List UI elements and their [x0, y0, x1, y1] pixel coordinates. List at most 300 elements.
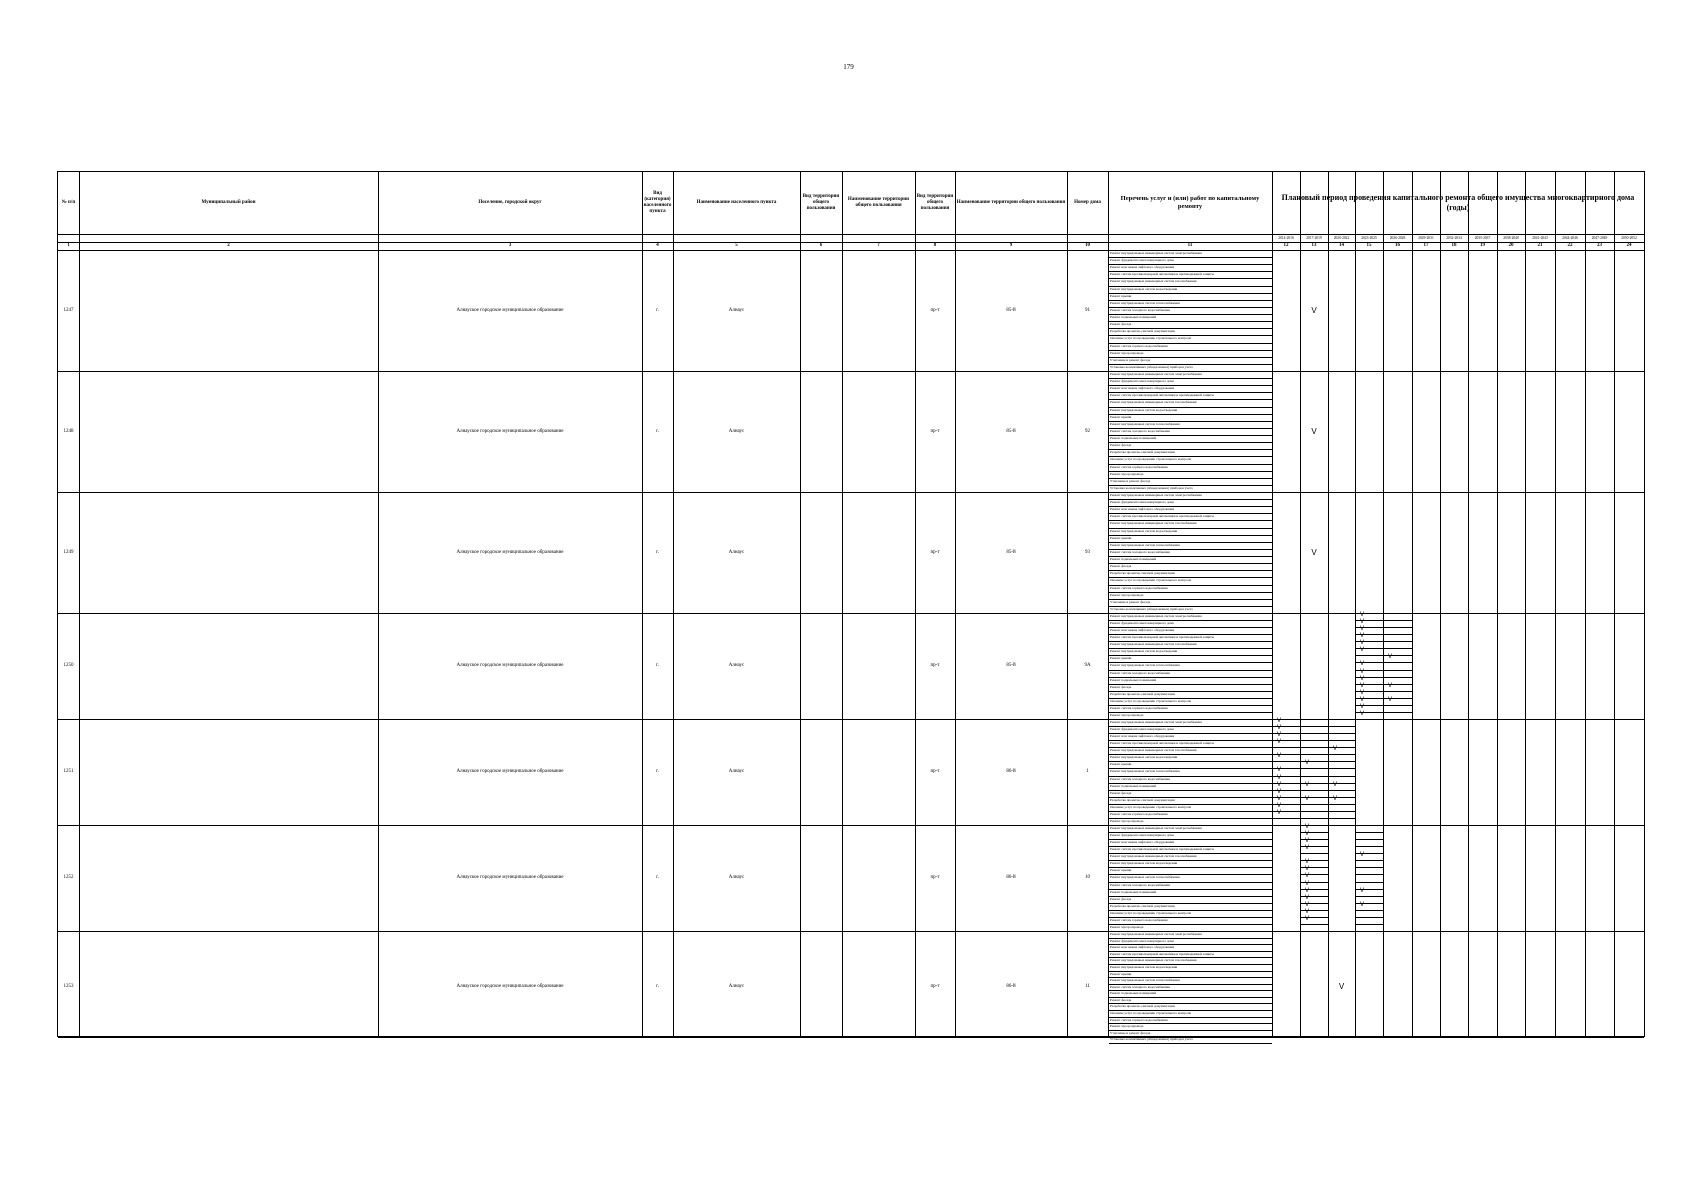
plan-mark: V	[1359, 887, 1364, 894]
plan-mark: V	[1311, 305, 1317, 315]
mark-grid-line	[1355, 832, 1383, 833]
capital-repair-table	[57, 171, 1645, 1042]
plan-mark: V	[1359, 619, 1364, 626]
column-number: 10	[1085, 243, 1090, 248]
plan-mark: V	[1332, 746, 1337, 753]
plan-mark: V	[1304, 859, 1309, 866]
column-number: 20	[1508, 243, 1514, 248]
header-street-type-2: Вид территории общего пользования	[916, 194, 954, 211]
row-settlement: Алнауское городское муниципальное образование	[456, 663, 564, 668]
work-item: Ремонт систем противопожарной автоматики и противодымной защиты	[1109, 392, 1272, 400]
mark-grid-line	[1300, 853, 1328, 854]
plan-mark: V	[1304, 781, 1309, 788]
mark-grid-line	[1355, 655, 1383, 656]
work-item: Ремонт фасада	[1109, 442, 1272, 450]
row-locality-type: г.	[656, 875, 659, 880]
mark-grid-line	[1383, 705, 1412, 706]
mark-grid-line	[1355, 719, 1383, 720]
column-number: 23	[1597, 243, 1602, 248]
work-item: Разработка проектно-сметной документации	[1109, 1003, 1272, 1011]
work-item: Ремонт крыши	[1109, 761, 1272, 769]
work-item: Ремонт внутридомовых инженерных систем электроснабжения	[1109, 719, 1272, 727]
work-item: Ремонт фасада	[1109, 790, 1272, 798]
work-item: Ремонт подвальных помещений	[1109, 990, 1272, 998]
plan-mark: V	[1276, 795, 1281, 802]
mark-grid-line	[1383, 641, 1412, 642]
work-item: Ремонт мусоропровода	[1109, 712, 1272, 720]
header-num: № п/п	[61, 200, 76, 205]
plan-mark: V	[1332, 781, 1337, 788]
header-street-name: Наименование территории общего пользования	[847, 197, 910, 208]
plan-mark: V	[1359, 710, 1364, 717]
work-item: Ремонт крыши	[1109, 971, 1272, 979]
header-district: Муниципальный район	[201, 200, 256, 205]
mark-grid-line	[1300, 740, 1328, 741]
period-label: 2035-2037	[1474, 235, 1491, 240]
row-number: 1250	[63, 663, 74, 668]
work-item: Ремонт внутридомовых систем теплоснабжения	[1109, 977, 1272, 985]
work-item: Ремонт систем противопожарной автоматики и противодымной защиты	[1109, 740, 1272, 748]
work-item: Оказание услуг по проведению строительного контроля	[1109, 910, 1272, 918]
mark-grid-line	[1300, 931, 1328, 932]
plan-mark: V	[1304, 887, 1309, 894]
mark-grid-line	[1383, 670, 1412, 671]
work-item: Ремонт крыши	[1109, 655, 1272, 663]
mark-grid-line	[1383, 627, 1412, 628]
plan-mark: V	[1304, 915, 1309, 922]
plan-mark: V	[1359, 626, 1364, 633]
row-number: 1253	[63, 984, 74, 989]
row-locality: Алнаус	[728, 769, 745, 774]
row-locality: Алнаус	[728, 549, 745, 555]
work-item: Ремонт внутридомовых инженерных систем газоснабжения	[1109, 747, 1272, 755]
column-number: 5	[735, 243, 738, 248]
mark-grid-line	[1328, 825, 1355, 826]
header-locality: Наименование населенного пункта	[696, 200, 777, 205]
work-item: Ремонт систем горячего водоснабжения	[1109, 917, 1272, 925]
work-item: Ремонт систем холодного водоснабжения	[1109, 670, 1272, 678]
plan-mark: V	[1387, 654, 1392, 661]
mark-grid-line	[1383, 712, 1412, 713]
mark-grid-line	[1383, 662, 1412, 663]
column-divider	[1272, 172, 1273, 1036]
work-item: Ремонт внутридомовых инженерных систем газоснабжения	[1109, 853, 1272, 861]
row-street-type: пр-т	[930, 549, 940, 555]
column-divider	[1525, 172, 1526, 1036]
work-item: Ремонт систем противопожарной автоматики и противодымной защиты	[1109, 634, 1272, 642]
work-item: Ремонт внутридомовых систем теплоснабжения	[1109, 542, 1272, 550]
mark-grid-line	[1355, 867, 1383, 868]
header-divider	[58, 250, 1644, 251]
mark-grid-line	[1300, 804, 1328, 805]
work-item: Разработка проектно-сметной документации	[1109, 449, 1272, 457]
mark-grid-line	[1355, 825, 1383, 826]
mark-grid-line	[1355, 924, 1383, 925]
row-street-type: пр-т	[930, 769, 940, 774]
work-item: Ремонт систем холодного водоснабжения	[1109, 984, 1272, 992]
row-house-number: 9А	[1084, 663, 1091, 668]
work-item: Ремонт систем горячего водоснабжения	[1109, 343, 1272, 351]
row-locality: Алнаус	[728, 307, 745, 313]
header-street-name-2: Наименование территории общего пользования	[956, 200, 1066, 205]
column-divider	[1412, 172, 1413, 1036]
work-item: Ремонт систем противопожарной автоматики и противодымной защиты	[1109, 513, 1272, 521]
column-number: 18	[1451, 243, 1457, 248]
work-item: Разработка проектно-сметной документации	[1109, 797, 1272, 805]
period-label: 2020-2022	[1333, 235, 1350, 240]
row-settlement: Алнауское городское муниципальное образование	[456, 984, 564, 989]
row-settlement: Алнауское городское муниципальное образование	[456, 307, 564, 313]
mark-grid-line	[1328, 804, 1355, 805]
plan-mark: V	[1304, 845, 1309, 852]
plan-mark: V	[1304, 873, 1309, 880]
column-number: 11	[1187, 243, 1193, 248]
work-item: Ремонт систем противопожарной автоматики и противодымной защиты	[1109, 271, 1272, 279]
column-number: 24	[1626, 243, 1632, 248]
header-settlement: Поселение, городской округ	[478, 200, 542, 205]
work-item: Оказание услуг по проведению строительного контроля	[1109, 698, 1272, 706]
row-street-name: 85-й	[1006, 663, 1016, 668]
mark-grid-line	[1383, 648, 1412, 649]
plan-mark: V	[1304, 901, 1309, 908]
column-number: 9	[1009, 243, 1013, 248]
row-house-number: 91	[1085, 307, 1090, 313]
row-street-type: пр-т	[930, 875, 940, 880]
plan-mark: V	[1276, 725, 1281, 732]
mark-grid-line	[1328, 740, 1355, 741]
work-item: Ремонт систем холодного водоснабжения	[1109, 882, 1272, 890]
work-item: Ремонт систем противопожарной автоматики и противодымной защиты	[1109, 846, 1272, 854]
row-street-type: пр-т	[930, 428, 940, 434]
work-item: Ремонт внутридомовых систем водоотведения	[1109, 407, 1272, 415]
column-divider	[1383, 172, 1384, 1036]
period-label: 2038-2040	[1503, 235, 1519, 240]
row-street-name: 86-й	[1006, 769, 1016, 774]
row-street-type: пр-т	[930, 984, 940, 989]
period-label: 2044-2046	[1562, 235, 1578, 240]
work-item: Ремонт подвальных помещений	[1109, 677, 1272, 685]
row-locality: Алнаус	[728, 875, 745, 880]
work-item: Ремонт внутридомовых инженерных систем электроснабжения	[1109, 825, 1272, 833]
work-item: Ремонт мусоропровода	[1109, 350, 1272, 358]
work-item: Ремонт фундамента многоквартирного дома	[1109, 832, 1272, 840]
row-house-number: 93	[1085, 549, 1090, 555]
plan-mark: V	[1276, 753, 1281, 760]
work-item: Ремонт внутридомовых инженерных систем газоснабжения	[1109, 399, 1272, 407]
page-number: 179	[843, 63, 854, 71]
plan-mark: V	[1359, 647, 1364, 654]
row-locality-type: г.	[656, 663, 659, 668]
plan-mark: V	[1276, 781, 1281, 788]
row-settlement: Алнауское городское муниципальное образование	[456, 875, 564, 880]
period-label: 2032-2034	[1446, 235, 1462, 240]
work-item: Разработка проектно-сметной документации	[1109, 328, 1272, 336]
mark-grid-line	[1300, 776, 1328, 777]
column-number: 14	[1339, 243, 1344, 248]
plan-mark: V	[1304, 894, 1309, 901]
mark-grid-line	[1355, 917, 1383, 918]
work-item: Ремонт систем горячего водоснабжения	[1109, 705, 1272, 713]
row-number: 1247	[63, 307, 74, 313]
column-number: 19	[1480, 243, 1485, 248]
plan-mark: V	[1276, 809, 1281, 816]
row-divider	[58, 825, 1644, 826]
work-item: Установка коллективных (общедомовых) приборов учета	[1109, 485, 1272, 493]
work-item: Ремонт внутридомовых систем водоотведения	[1109, 964, 1272, 972]
plan-mark: V	[1332, 795, 1337, 802]
plan-mark: V	[1304, 908, 1309, 915]
work-item: Ремонт фундамента многоквартирного дома	[1109, 620, 1272, 628]
row-house-number: 11	[1085, 984, 1090, 989]
plan-mark: V	[1387, 682, 1392, 689]
work-item: Оказание услуг по проведению строительного контроля	[1109, 804, 1272, 812]
mark-grid-line	[1383, 719, 1412, 720]
mark-grid-line	[1328, 790, 1355, 791]
work-item: Ремонт подвальных помещений	[1109, 435, 1272, 443]
work-item: Ремонт внутридомовых инженерных систем газоснабжения	[1109, 520, 1272, 528]
plan-mark: V	[1304, 760, 1309, 767]
work-item: Разработка проектно-сметной документации	[1109, 570, 1272, 578]
period-label: 2050-2052	[1621, 235, 1637, 240]
column-number: 8	[933, 243, 937, 248]
row-street-type: пр-т	[930, 307, 940, 313]
work-item: Ремонт внутридомовых инженерных систем электроснабжения	[1109, 250, 1272, 258]
row-settlement: Алнауское городское муниципальное образование	[456, 769, 564, 774]
period-label: 2029-2031	[1418, 235, 1434, 240]
mark-grid-line	[1300, 924, 1328, 925]
plan-mark: V	[1304, 824, 1309, 830]
row-street-name: 85-й	[1006, 307, 1016, 313]
mark-grid-line	[1355, 839, 1383, 840]
mark-grid-line	[1383, 691, 1412, 692]
mark-grid-line	[1300, 768, 1328, 769]
work-item: Ремонт систем горячего водоснабжения	[1109, 464, 1272, 472]
column-number: 1	[67, 243, 70, 248]
plan-mark: V	[1359, 675, 1364, 682]
header-locality-type: Вид (категория) населенного пункта	[643, 191, 672, 214]
column-number: 4	[656, 243, 659, 248]
plan-mark: V	[1276, 739, 1281, 746]
plan-mark: V	[1359, 612, 1364, 618]
work-item: Ремонт систем холодного водоснабжения	[1109, 776, 1272, 784]
mark-grid-line	[1272, 818, 1300, 819]
column-number: 2	[227, 243, 230, 248]
row-street-name: 85-й	[1006, 549, 1016, 555]
row-street-name: 86-й	[1006, 875, 1016, 880]
row-settlement: Алнауское городское муниципальное образование	[456, 428, 564, 434]
column-divider	[1614, 172, 1615, 1036]
mark-grid-line	[1328, 768, 1355, 769]
work-item: Ремонт внутридомовых систем теплоснабжения	[1109, 874, 1272, 882]
plan-mark: V	[1276, 774, 1281, 781]
mark-grid-line	[1328, 776, 1355, 777]
row-number: 1251	[63, 769, 74, 774]
column-number: 7	[877, 243, 880, 248]
work-item: Ремонт крыши	[1109, 867, 1272, 875]
work-item: Ремонт мусоропровода	[1109, 592, 1272, 600]
header-house-number: Номер дома	[1074, 200, 1101, 205]
mark-grid-line	[1355, 931, 1383, 932]
row-number: 1252	[63, 875, 74, 880]
plan-mark: V	[1276, 788, 1281, 795]
row-number: 1249	[63, 549, 74, 555]
work-item: Ремонт систем противопожарной автоматики и противодымной защиты	[1109, 951, 1272, 959]
work-item: Ремонт фасада	[1109, 896, 1272, 904]
work-item: Ремонт фасада	[1109, 321, 1272, 329]
row-locality: Алнаус	[728, 984, 745, 989]
mark-grid-line	[1328, 761, 1355, 762]
work-item: Утепление и ремонт фасада	[1109, 478, 1272, 486]
mark-grid-line	[1300, 811, 1328, 812]
row-street-name: 86-й	[1006, 984, 1016, 989]
row-divider	[58, 1037, 1644, 1038]
work-item: Оказание услуг по проведению строительного контроля	[1109, 1010, 1272, 1018]
plan-mark: V	[1276, 732, 1281, 739]
work-item: Ремонт систем горячего водоснабжения	[1109, 1017, 1272, 1025]
column-divider	[800, 172, 801, 1036]
header-works: Перечень услуг и (или) работ по капитальному ремонту	[1120, 195, 1260, 210]
work-item: Ремонт внутридомовых систем водоотведения	[1109, 860, 1272, 868]
plan-mark: V	[1387, 696, 1392, 703]
period-label: 2014-2016	[1278, 235, 1294, 240]
work-item: Ремонт мусоропровода	[1109, 471, 1272, 479]
column-divider	[1328, 172, 1329, 1036]
work-item: Ремонт мусоропровода	[1109, 1023, 1272, 1031]
mark-grid-line	[1300, 754, 1328, 755]
mark-grid-line	[1328, 811, 1355, 812]
column-number: 21	[1537, 243, 1543, 248]
column-divider	[842, 172, 843, 1036]
column-number: 17	[1423, 243, 1429, 248]
mark-grid-line	[1328, 733, 1355, 734]
work-item: Ремонт подвальных помещений	[1109, 783, 1272, 791]
work-item: Ремонт мусоропровода	[1109, 818, 1272, 826]
plan-mark: V	[1359, 901, 1364, 908]
column-number: 6	[819, 243, 823, 248]
work-item: Ремонт внутридомовых систем водоотведения	[1109, 286, 1272, 294]
work-item: Утепление и ремонт фасада	[1109, 599, 1272, 607]
period-label: 2023-2025	[1361, 235, 1377, 240]
column-divider	[1497, 172, 1498, 1036]
mark-grid-line	[1300, 818, 1328, 819]
work-item: Ремонт внутридомовых систем теплоснабжения	[1109, 300, 1272, 308]
column-divider	[1300, 172, 1301, 1036]
work-item: Ремонт внутридомовых систем теплоснабжения	[1109, 768, 1272, 776]
plan-mark: V	[1304, 831, 1309, 838]
row-divider	[58, 492, 1644, 493]
row-street-name: 85-й	[1006, 428, 1016, 434]
header-plan-period: Плановый период проведения капитального ремонта общего имущества многоквартирного дома (годы)	[1281, 193, 1635, 212]
plan-mark: V	[1276, 718, 1281, 724]
column-number: 22	[1567, 243, 1573, 248]
work-item: Ремонт систем холодного водоснабжения	[1109, 428, 1272, 436]
column-divider	[1555, 172, 1556, 1036]
mark-grid-line	[1383, 677, 1412, 678]
mark-grid-line	[1328, 818, 1355, 819]
work-item: Ремонт фасада	[1109, 563, 1272, 571]
work-item: Ремонт или замена лифтового оборудования	[1109, 506, 1272, 514]
work-item: Оказание услуг по проведению строительного контроля	[1109, 577, 1272, 585]
plan-mark: V	[1359, 703, 1364, 710]
work-item: Установка коллективных (общедомовых) приборов учета	[1109, 364, 1272, 372]
column-divider	[1468, 172, 1469, 1036]
work-item: Ремонт крыши	[1109, 535, 1272, 543]
work-item: Ремонт фундамента многоквартирного дома	[1109, 726, 1272, 734]
work-item: Ремонт фундамента многоквартирного дома	[1109, 257, 1272, 265]
work-item: Ремонт внутридомовых систем водоотведения	[1109, 528, 1272, 536]
plan-mark: V	[1338, 982, 1345, 991]
work-item: Ремонт внутридомовых систем теплоснабжения	[1109, 421, 1272, 429]
mark-grid-line	[1355, 882, 1383, 883]
mark-grid-line	[1300, 747, 1328, 748]
work-item: Ремонт внутридомовых систем водоотведения	[1109, 648, 1272, 656]
work-item: Ремонт фундамента многоквартирного дома	[1109, 378, 1272, 386]
column-number: 15	[1366, 243, 1372, 248]
work-item: Ремонт внутридомовых инженерных систем газоснабжения	[1109, 278, 1272, 286]
work-item: Ремонт внутридомовых инженерных систем электроснабжения	[1109, 931, 1272, 939]
mark-grid-line	[1355, 910, 1383, 911]
work-item: Ремонт внутридомовых инженерных систем газоснабжения	[1109, 957, 1272, 965]
mark-grid-line	[1383, 634, 1412, 635]
column-number: 3	[508, 243, 512, 248]
column-divider	[79, 172, 80, 1036]
work-item: Ремонт фасада	[1109, 997, 1272, 1005]
mark-grid-line	[1272, 761, 1300, 762]
period-label: 2017-2019	[1306, 235, 1322, 240]
plan-mark: V	[1304, 866, 1309, 873]
mark-grid-line	[1272, 825, 1300, 826]
mark-grid-line	[1272, 747, 1300, 748]
mark-grid-line	[1328, 726, 1355, 727]
work-item: Ремонт систем холодного водоснабжения	[1109, 307, 1272, 315]
period-label: 2041-2043	[1532, 235, 1548, 240]
work-item: Ремонт фасада	[1109, 684, 1272, 692]
work-item: Установка коллективных (общедомовых) приборов учета	[1109, 1036, 1272, 1044]
column-number: 12	[1283, 243, 1289, 248]
work-item: Оказание услуг по проведению строительного контроля	[1109, 456, 1272, 464]
column-divider	[1355, 172, 1356, 1036]
mark-grid-line	[1383, 613, 1412, 614]
mark-grid-line	[1355, 846, 1383, 847]
row-number: 1248	[63, 428, 74, 434]
row-locality-type: г.	[656, 428, 659, 434]
work-item: Ремонт внутридомовых систем теплоснабжения	[1109, 662, 1272, 670]
plan-mark: V	[1311, 547, 1317, 557]
work-item: Ремонт крыши	[1109, 293, 1272, 301]
work-item: Ремонт или замена лифтового оборудования	[1109, 385, 1272, 393]
work-item: Ремонт подвальных помещений	[1109, 889, 1272, 897]
plan-mark: V	[1359, 852, 1364, 859]
header-street-type: Вид территории общего пользования	[802, 194, 840, 211]
row-locality-type: г.	[656, 307, 659, 313]
work-item: Ремонт внутридомовых инженерных систем электроснабжения	[1109, 371, 1272, 379]
mark-grid-line	[1300, 790, 1328, 791]
row-locality: Алнаус	[728, 428, 745, 434]
work-item: Ремонт внутридомовых инженерных систем электроснабжения	[1109, 492, 1272, 500]
work-item: Оказание услуг по проведению строительного контроля	[1109, 335, 1272, 343]
mark-grid-line	[1300, 719, 1328, 720]
work-item: Ремонт фундамента многоквартирного дома	[1109, 499, 1272, 507]
row-locality-type: г.	[656, 549, 659, 555]
work-item: Ремонт внутридомовых инженерных систем электроснабжения	[1109, 613, 1272, 621]
mark-grid-line	[1355, 860, 1383, 861]
work-item: Ремонт систем холодного водоснабжения	[1109, 549, 1272, 557]
work-item: Ремонт или замена лифтового оборудования	[1109, 627, 1272, 635]
row-house-number: 10	[1085, 875, 1090, 880]
work-item: Ремонт внутридомовых систем водоотведения	[1109, 754, 1272, 762]
work-item: Утепление и ремонт фасада	[1109, 357, 1272, 365]
plan-mark: V	[1359, 668, 1364, 675]
